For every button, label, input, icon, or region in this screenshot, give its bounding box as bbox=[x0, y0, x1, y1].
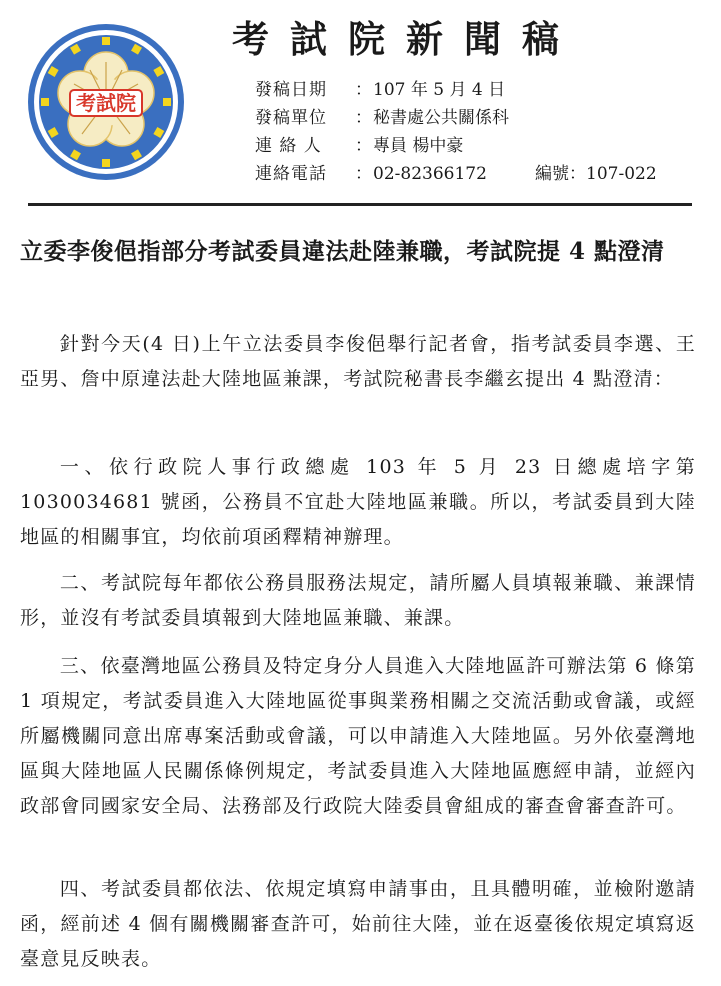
serial-number-label: 編號 bbox=[535, 164, 569, 184]
release-date-value: 107 年 5 月 4 日 bbox=[373, 80, 506, 100]
article-paragraph-point-4: 四、考試委員都依法、依規定填寫申請事由，且具體明確，並檢附邀請函，經前述 4 個有關機關審查許可，始前往大陸，並在返臺後依規定填寫返臺意見反映表。 bbox=[20, 878, 696, 970]
release-date-row: 發稿日期 ：107 年 5 月 4 日 bbox=[255, 76, 705, 104]
press-release-heading: 考試院新聞稿 bbox=[232, 17, 580, 61]
contact-phone-label: 連絡電話 bbox=[255, 164, 327, 184]
serial-number: 編號：107-022 bbox=[535, 164, 657, 184]
release-unit-label: 發稿單位 bbox=[255, 108, 327, 128]
serial-number-value: 107-022 bbox=[586, 164, 657, 184]
article-paragraph-point-2: 二、考試院每年都依公務員服務法規定，請所屬人員填報兼職、兼課情形，並沒有考試委員填報到大陸地區兼職、兼課。 bbox=[20, 572, 696, 629]
contact-phone-value: 02-82366172 bbox=[373, 164, 487, 184]
contact-person-row: 連 絡 人 ：專員 楊中豪 bbox=[255, 132, 705, 160]
release-date-label: 發稿日期 bbox=[255, 80, 327, 100]
contact-person-label: 連 絡 人 bbox=[255, 136, 322, 156]
contact-person-value: 專員 楊中豪 bbox=[373, 136, 464, 156]
logo-text: 考試院 bbox=[76, 91, 136, 115]
article-paragraph-intro: 針對今天(4 日)上午立法委員李俊俋舉行記者會，指考試委員李選、王亞男、詹中原違法赴大陸地區兼課，考試院秘書長李繼玄提出 4 點澄清： bbox=[20, 333, 696, 390]
release-unit-value: 秘書處公共關係科 bbox=[373, 108, 509, 128]
article-title: 立委李俊俋指部分考試委員違法赴陸兼職，考試院提 4 點澄清 bbox=[20, 238, 665, 265]
examination-yuan-emblem-icon bbox=[26, 22, 186, 182]
article-paragraph-point-1: 一、依行政院人事行政總處 103 年 5 月 23 日總處培字第 1030034681 號函，公務員不宜赴大陸地區兼職。所以，考試委員到大陸地區的相關事宜，均依前項函釋精神辦理。 bbox=[20, 456, 696, 548]
release-metadata bbox=[255, 76, 705, 188]
release-unit-row: 發稿單位 ：秘書處公共關係科 bbox=[255, 104, 705, 132]
header-divider bbox=[28, 203, 692, 206]
contact-phone-row: 連絡電話 ：02-82366172 編號：107-022 bbox=[255, 160, 705, 188]
article-paragraph-point-3: 三、依臺灣地區公務員及特定身分人員進入大陸地區許可辦法第 6 條第 1 項規定，考試委員進入大陸地區從事與業務相關之交流活動或會議，或經所屬機關同意出席專案活動或會議，可以申請進入大陸地區。另外依臺灣地區與大陸地區人民關係條例規定，考試委員進入大陸地區應經申請，並經內政部會同國家安全局、法務部及行政院大陸委員會組成的審查會審查許可。 bbox=[20, 655, 696, 817]
